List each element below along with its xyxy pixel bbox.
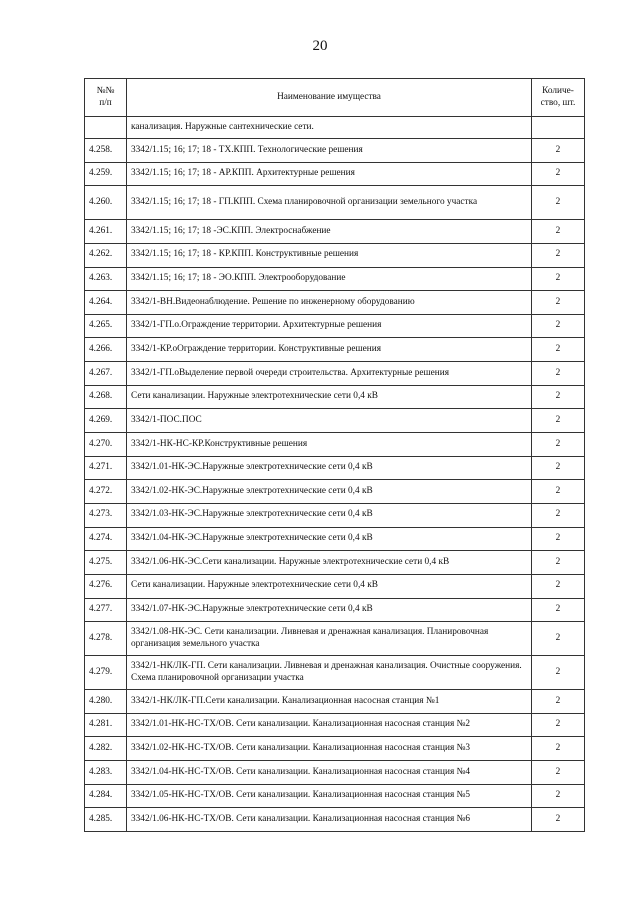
row-quantity: 2 (532, 362, 585, 386)
table-row (85, 690, 585, 714)
row-name: канализация. Наружные сантехнические сети. (127, 117, 532, 139)
table-header-row (85, 79, 585, 117)
row-quantity: 2 (532, 713, 585, 737)
table-row-continued (85, 117, 585, 139)
row-number: 4.274. (85, 527, 127, 551)
row-quantity: 2 (532, 503, 585, 527)
table-row (85, 456, 585, 480)
row-quantity: 2 (532, 456, 585, 480)
table-row (85, 808, 585, 832)
row-number: 4.277. (85, 598, 127, 622)
row-number: 4.271. (85, 456, 127, 480)
table-row (85, 186, 585, 220)
row-name: 3342/1.15; 16; 17; 18 - ЭО.КПП. Электрооборудование (127, 267, 532, 291)
row-quantity: 2 (532, 385, 585, 409)
row-name: 3342/1-ГП.оВыделение первой очереди строительства. Архитектурные решения (127, 362, 532, 386)
row-name: 3342/1.05-НК-НС-ТХ/ОВ. Сети канализации. Канализационная насосная станция №5 (127, 784, 532, 808)
table-row (85, 385, 585, 409)
row-quantity: 2 (532, 574, 585, 598)
row-quantity: 2 (532, 761, 585, 785)
row-quantity: 2 (532, 784, 585, 808)
row-quantity: 2 (532, 527, 585, 551)
row-name: 3342/1.07-НК-ЭС.Наружные электротехнические сети 0,4 кВ (127, 598, 532, 622)
row-name: 3342/1-ПОС.ПОС (127, 409, 532, 433)
table-row (85, 139, 585, 163)
row-number: 4.281. (85, 713, 127, 737)
table-row (85, 480, 585, 504)
row-name: 3342/1-ГП.о.Ограждение территории. Архитектурные решения (127, 314, 532, 338)
row-name: 3342/1.06-НК-НС-ТХ/ОВ. Сети канализации. Канализационная насосная станция №6 (127, 808, 532, 832)
header-number (85, 79, 127, 117)
row-quantity: 2 (532, 690, 585, 714)
row-quantity: 2 (532, 139, 585, 163)
row-name: 3342/1.01-НК-ЭС.Наружные электротехнические сети 0,4 кВ (127, 456, 532, 480)
table-row (85, 784, 585, 808)
row-number: 4.261. (85, 220, 127, 244)
row-name: 3342/1.02-НК-ЭС.Наружные электротехнические сети 0,4 кВ (127, 480, 532, 504)
row-quantity (532, 117, 585, 139)
table-row (85, 338, 585, 362)
table-row (85, 574, 585, 598)
row-number: 4.279. (85, 656, 127, 690)
row-quantity: 2 (532, 162, 585, 186)
row-number: 4.262. (85, 243, 127, 267)
row-number: 4.264. (85, 291, 127, 315)
row-number: 4.282. (85, 737, 127, 761)
row-quantity: 2 (532, 220, 585, 244)
row-name: 3342/1-ВН.Видеонаблюдение. Решение по инженерному оборудованию (127, 291, 532, 315)
header-name (127, 79, 532, 117)
table-row (85, 737, 585, 761)
table-row (85, 527, 585, 551)
row-name: 3342/1.03-НК-ЭС.Наружные электротехнические сети 0,4 кВ (127, 503, 532, 527)
row-number: 4.258. (85, 139, 127, 163)
row-name: 3342/1.01-НК-НС-ТХ/ОВ. Сети канализации. Канализационная насосная станция №2 (127, 713, 532, 737)
table-row (85, 598, 585, 622)
table-row (85, 713, 585, 737)
row-quantity: 2 (532, 656, 585, 690)
row-number: 4.284. (85, 784, 127, 808)
row-number: 4.265. (85, 314, 127, 338)
header-name-label: Наименование имущества (277, 91, 381, 102)
row-name: 3342/1.08-НК-ЭС. Сети канализации. Ливневая и дренажная канализация. Планировочная организация земельного участка (127, 622, 532, 656)
row-name: Сети канализации. Наружные электротехнические сети 0,4 кВ (127, 385, 532, 409)
row-name: 3342/1.04-НК-НС-ТХ/ОВ. Сети канализации. Канализационная насосная станция №4 (127, 761, 532, 785)
row-name: 3342/1.15; 16; 17; 18 - КР.КПП. Конструктивные решения (127, 243, 532, 267)
row-quantity: 2 (532, 338, 585, 362)
row-number: 4.270. (85, 433, 127, 457)
row-number: 4.267. (85, 362, 127, 386)
table-row (85, 761, 585, 785)
table-row (85, 433, 585, 457)
table-row (85, 291, 585, 315)
row-quantity: 2 (532, 622, 585, 656)
table-row (85, 162, 585, 186)
row-name: 3342/1-КР.оОграждение территории. Конструктивные решения (127, 338, 532, 362)
row-quantity: 2 (532, 433, 585, 457)
table-row (85, 220, 585, 244)
row-quantity: 2 (532, 808, 585, 832)
row-quantity: 2 (532, 267, 585, 291)
row-number: 4.268. (85, 385, 127, 409)
row-name: 3342/1.15; 16; 17; 18 - ТХ.КПП. Технологические решения (127, 139, 532, 163)
table-row (85, 656, 585, 690)
row-number: 4.272. (85, 480, 127, 504)
page-number: 20 (312, 38, 328, 54)
row-number: 4.273. (85, 503, 127, 527)
row-name: 3342/1-НК/ЛК-ГП.Сети канализации. Канализационная насосная станция №1 (127, 690, 532, 714)
header-quantity-label: Количе- ство, шт. (540, 85, 576, 108)
row-quantity: 2 (532, 551, 585, 575)
row-name: 3342/1.15; 16; 17; 18 - ГП.КПП. Схема планировочной организации земельного участка (127, 186, 532, 220)
row-number: 4.266. (85, 338, 127, 362)
row-quantity: 2 (532, 243, 585, 267)
table-row (85, 314, 585, 338)
row-quantity: 2 (532, 480, 585, 504)
table-row (85, 362, 585, 386)
row-number: 4.269. (85, 409, 127, 433)
table-row (85, 551, 585, 575)
row-number: 4.285. (85, 808, 127, 832)
property-table (84, 78, 585, 832)
header-number-label: №№ п/п (96, 85, 115, 108)
header-quantity (532, 79, 585, 117)
row-quantity: 2 (532, 314, 585, 338)
row-number: 4.283. (85, 761, 127, 785)
table-row (85, 622, 585, 656)
row-number: 4.278. (85, 622, 127, 656)
row-number: 4.275. (85, 551, 127, 575)
row-number: 4.280. (85, 690, 127, 714)
row-quantity: 2 (532, 291, 585, 315)
row-name: 3342/1.02-НК-НС-ТХ/ОВ. Сети канализации. Канализационная насосная станция №3 (127, 737, 532, 761)
row-name: 3342/1.15; 16; 17; 18 -ЭС.КПП. Электроснабжение (127, 220, 532, 244)
row-name: 3342/1.06-НК-ЭС.Сети канализации. Наружные электротехнические сети 0,4 кВ (127, 551, 532, 575)
table-row (85, 243, 585, 267)
table-row (85, 267, 585, 291)
row-quantity: 2 (532, 737, 585, 761)
row-name: 3342/1.15; 16; 17; 18 - АР.КПП. Архитектурные решения (127, 162, 532, 186)
row-quantity: 2 (532, 409, 585, 433)
row-number (85, 117, 127, 139)
row-name: 3342/1.04-НК-ЭС.Наружные электротехнические сети 0,4 кВ (127, 527, 532, 551)
table-row (85, 503, 585, 527)
row-number: 4.260. (85, 186, 127, 220)
row-name: Сети канализации. Наружные электротехнические сети 0,4 кВ (127, 574, 532, 598)
row-name: 3342/1-НК/ЛК-ГП. Сети канализации. Ливневая и дренажная канализация. Очистные сооружения. Схема планировочной организации участка (127, 656, 532, 690)
table-row (85, 409, 585, 433)
row-quantity: 2 (532, 598, 585, 622)
row-name: 3342/1-НК-НС-КР.Конструктивные решения (127, 433, 532, 457)
row-quantity: 2 (532, 186, 585, 220)
row-number: 4.263. (85, 267, 127, 291)
row-number: 4.276. (85, 574, 127, 598)
row-number: 4.259. (85, 162, 127, 186)
